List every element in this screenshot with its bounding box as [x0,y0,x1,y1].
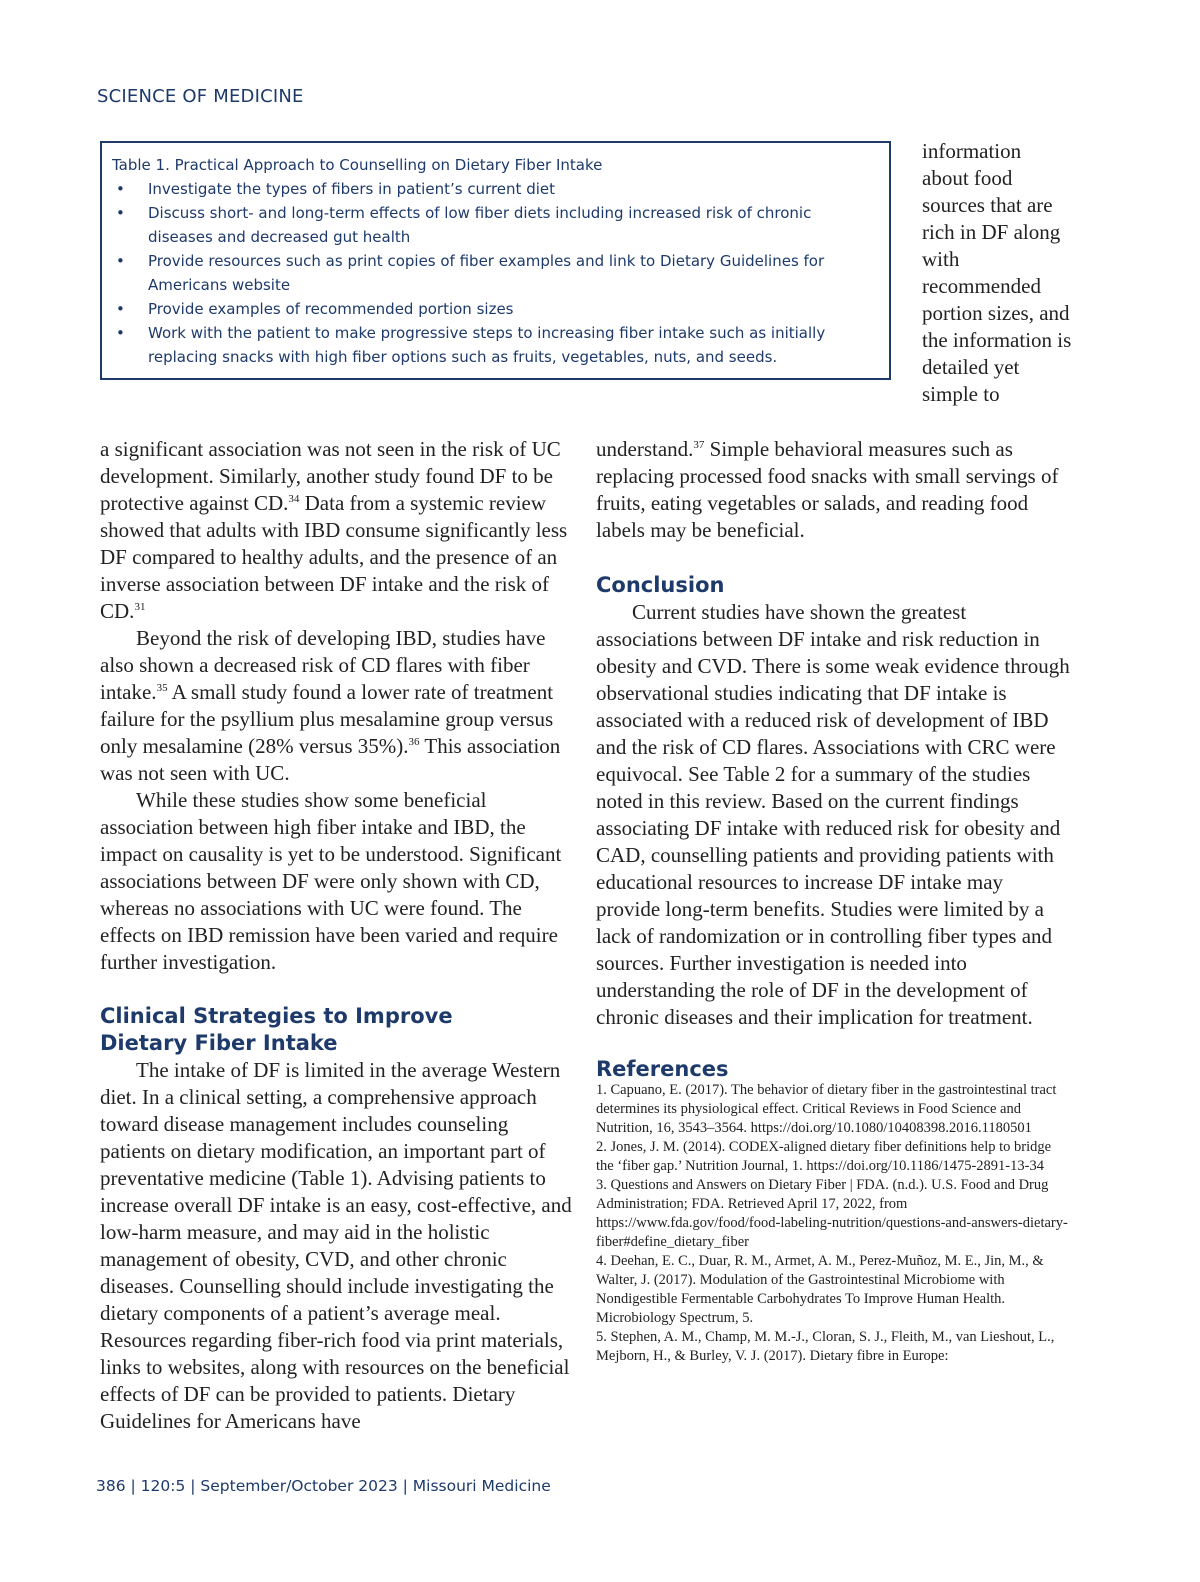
citation: 36 [408,736,420,748]
table-title: Table 1. Practical Approach to Counselling on Dietary Fiber Intake [112,156,603,174]
paragraph: The intake of DF is limited in the average Western diet. In a clinical setting, a comprehensive approach toward disease management includes counseling patients on dietary modification, an important part of preventative medicine (Table 1). Advising patients to increase overall DF intake is an easy, cost-effective, and low-harm measure, and may aid in the holistic management of obesity, CVD, and other chronic diseases. Counselling should include investigating the dietary components of a patient’s average meal. Resources regarding fiber-rich food via print materials, links to websites, along with resources on the beneficial effects of DF can be provided to patients. Dietary Guidelines for Americans have [100,1058,572,1433]
page-footer: 386 | 120:5 | September/October 2023 | Missouri Medicine [96,1477,551,1495]
citation: 31 [134,601,146,613]
paragraph: Current studies have shown the greatest associations between DF intake and risk reduction in obesity and CVD. There is some weak evidence through observational studies indicating that DF intake is associated with a reduced risk of development of IBD and the risk of CD flares. Associations with CRC were equivocal. See Table 2 for a summary of the studies noted in this review. Based on the current findings associating DF intake with reduced risk for obesity and CAD, counselling patients and providing patients with educational resources to increase DF intake may provide long-term benefits. Studies were limited by a lack of randomization or in controlling fiber types and sources. Further investigation is needed into understanding the role of DF in the development of chronic diseases and their implication for treatment. [596,600,1070,1029]
right-column-top-text: information about food sources that are rich in DF along with recommended portion sizes, and the information is detailed yet simple to [922,139,1072,406]
paragraph: understand.$^{37}$ Simple behavioral measures such as replacing processed food snacks with small servings of fruits, eating vegetables or salads, and reading food labels may be beneficial. [596,437,1059,542]
left-column [100,436,574,1435]
paragraph: a significant association was not seen in the risk of UC development. Similarly, another study found DF to be protective against CD.$^{34}$ Data from a systemic review showed that adults with IBD consume significantly less DF compared to healthy adults, and the presence of an inverse association between DF intake and the risk of CD.$^{31}$ [100,437,568,623]
table-item-list [112,177,879,369]
reference-item: 2. Jones, J. M. (2014). CODEX-aligned dietary fiber definitions help to bridge the ‘fiber gap.’ Nutrition Journal, 1. https://doi.org/10.1186/1475-2891-13-34 [596,1139,1052,1174]
reference-list [596,1081,1070,1366]
table-item: • Discuss short- and long-term effects of low fiber diets including increased risk of chronic diseases and decreased gut health [112,201,879,249]
citation: 34 [288,493,300,505]
reference-item: 3. Questions and Answers on Dietary Fiber | FDA. (n.d.). U.S. Food and Drug Administration; FDA. Retrieved April 17, 2022, from https://www.fda.gov/food/food-labeling-nutrition/questions-and-answers-dietary-fiber#define_dietary_fiber [596,1177,1068,1250]
citation: 37 [693,439,705,451]
reference-item: 1. Capuano, E. (2017). The behavior of dietary fiber in the gastrointestinal tract determines its physiological effect. Critical Reviews in Food Science and Nutrition, 16, 3543–3564. https://doi.org/10.1080/10408398.2016.1180501 [596,1082,1057,1136]
paragraph: Beyond the risk of developing IBD, studies have also shown a decreased risk of CD flares with fiber intake.$^{35}$ A small study found a lower rate of treatment failure for the psyllium plus mesalamine group versus only mesalamine (28% versus 35%).$^{36}$ This association was not seen with UC. [100,626,561,785]
table-item: • Work with the patient to make progressive steps to increasing fiber intake such as initially replacing snacks with high fiber options such as fruits, vegetables, nuts, and seeds. [112,321,879,369]
paragraph: While these studies show some beneficial association between high fiber intake and IBD, the impact on causality is yet to be understood. Significant associations between DF were only shown with CD, whereas no associations with UC were found. The effects on IBD remission have been varied and require further investigation. [100,788,562,974]
table-1 [100,141,891,380]
section-heading-conclusion: Conclusion [596,573,725,597]
reference-item: 5. Stephen, A. M., Champ, M. M.-J., Cloran, S. J., Fleith, M., van Lieshout, L., Mejborn, H., & Burley, V. J. (2017). Dietary fibre in Europe: [596,1329,1055,1364]
table-item: • Provide resources such as print copies of fiber examples and link to Dietary Guidelines for Americans website [112,249,879,297]
table-item: • Investigate the types of fibers in patient’s current diet [112,177,879,201]
section-header: SCIENCE OF MEDICINE [97,86,304,107]
right-column [596,436,1070,1366]
table-item: • Provide examples of recommended portion sizes [112,297,879,321]
section-heading-clinical-strategies: Clinical Strategies to Improve Dietary Fiber Intake [100,1004,453,1055]
section-heading-references: References [596,1057,729,1081]
citation: 35 [156,682,168,694]
reference-item: 4. Deehan, E. C., Duar, R. M., Armet, A. M., Perez-Muñoz, M. E., Jin, M., & Walter, J. (2017). Modulation of the Gastrointestinal Microbiome with Nondigestible Fermentable Carbohydrates To Improve Human Health. Microbiology Spectrum, 5. [596,1253,1044,1326]
